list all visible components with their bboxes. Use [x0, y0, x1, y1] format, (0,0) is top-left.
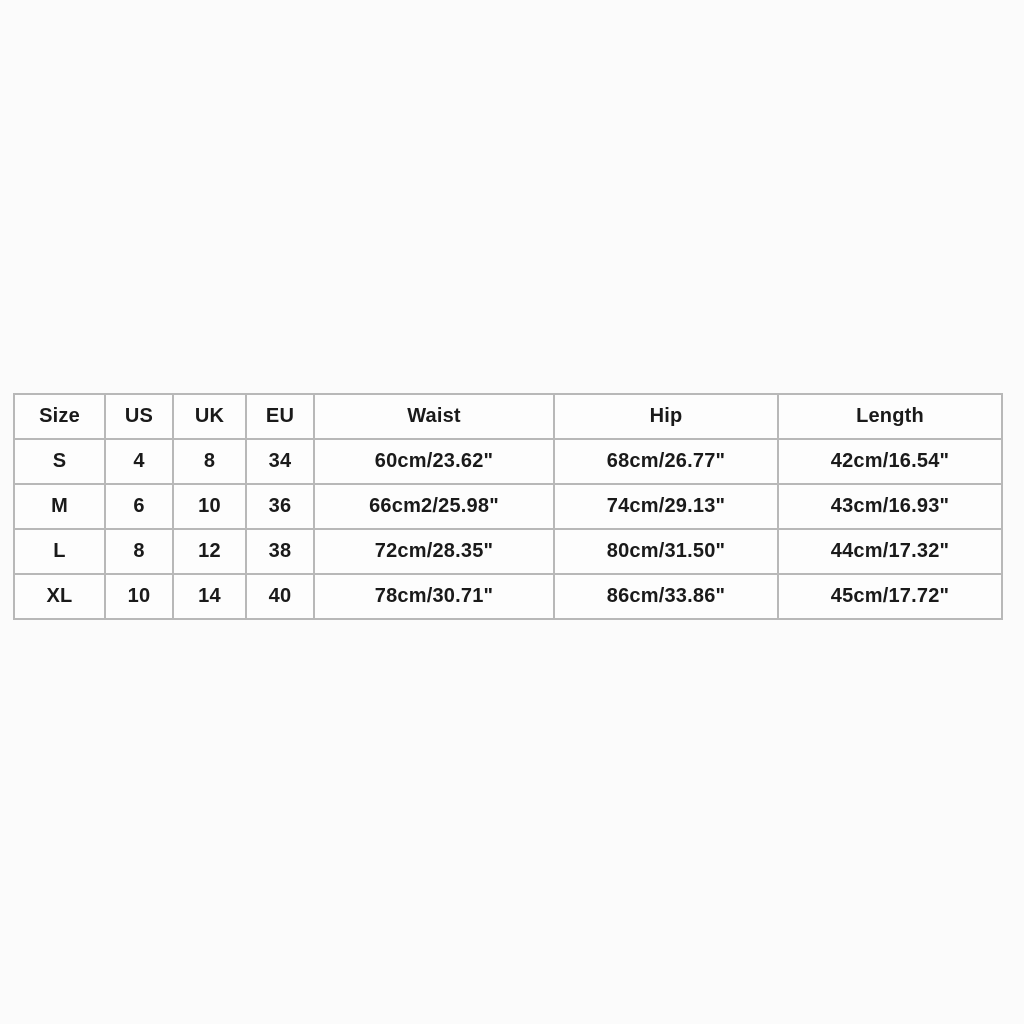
column-header-size: Size: [14, 394, 105, 439]
table-row-l: [14, 529, 1002, 574]
cell-waist: 60cm/23.62": [314, 439, 554, 484]
table-row-xl: [14, 574, 1002, 619]
size-chart: [13, 393, 1001, 620]
cell-eu: 38: [246, 529, 314, 574]
table-row-m: [14, 484, 1002, 529]
cell-length: 44cm/17.32": [778, 529, 1002, 574]
column-header-us: US: [105, 394, 173, 439]
column-header-waist: Waist: [314, 394, 554, 439]
cell-length: 43cm/16.93": [778, 484, 1002, 529]
cell-waist: 72cm/28.35": [314, 529, 554, 574]
column-header-length: Length: [778, 394, 1002, 439]
cell-length: 42cm/16.54": [778, 439, 1002, 484]
cell-size: M: [14, 484, 105, 529]
cell-hip: 68cm/26.77": [554, 439, 778, 484]
cell-eu: 34: [246, 439, 314, 484]
cell-us: 6: [105, 484, 173, 529]
cell-eu: 40: [246, 574, 314, 619]
cell-waist: 66cm2/25.98": [314, 484, 554, 529]
cell-us: 10: [105, 574, 173, 619]
header-row: [14, 394, 1002, 439]
cell-waist: 78cm/30.71": [314, 574, 554, 619]
cell-uk: 10: [173, 484, 246, 529]
column-header-eu: EU: [246, 394, 314, 439]
cell-eu: 36: [246, 484, 314, 529]
cell-hip: 80cm/31.50": [554, 529, 778, 574]
cell-size: L: [14, 529, 105, 574]
cell-hip: 86cm/33.86": [554, 574, 778, 619]
cell-uk: 14: [173, 574, 246, 619]
cell-us: 4: [105, 439, 173, 484]
cell-uk: 8: [173, 439, 246, 484]
column-header-uk: UK: [173, 394, 246, 439]
cell-uk: 12: [173, 529, 246, 574]
cell-length: 45cm/17.72": [778, 574, 1002, 619]
cell-size: S: [14, 439, 105, 484]
cell-hip: 74cm/29.13": [554, 484, 778, 529]
table-row-s: [14, 439, 1002, 484]
size-chart-table: [13, 393, 1003, 620]
column-header-hip: Hip: [554, 394, 778, 439]
cell-us: 8: [105, 529, 173, 574]
cell-size: XL: [14, 574, 105, 619]
